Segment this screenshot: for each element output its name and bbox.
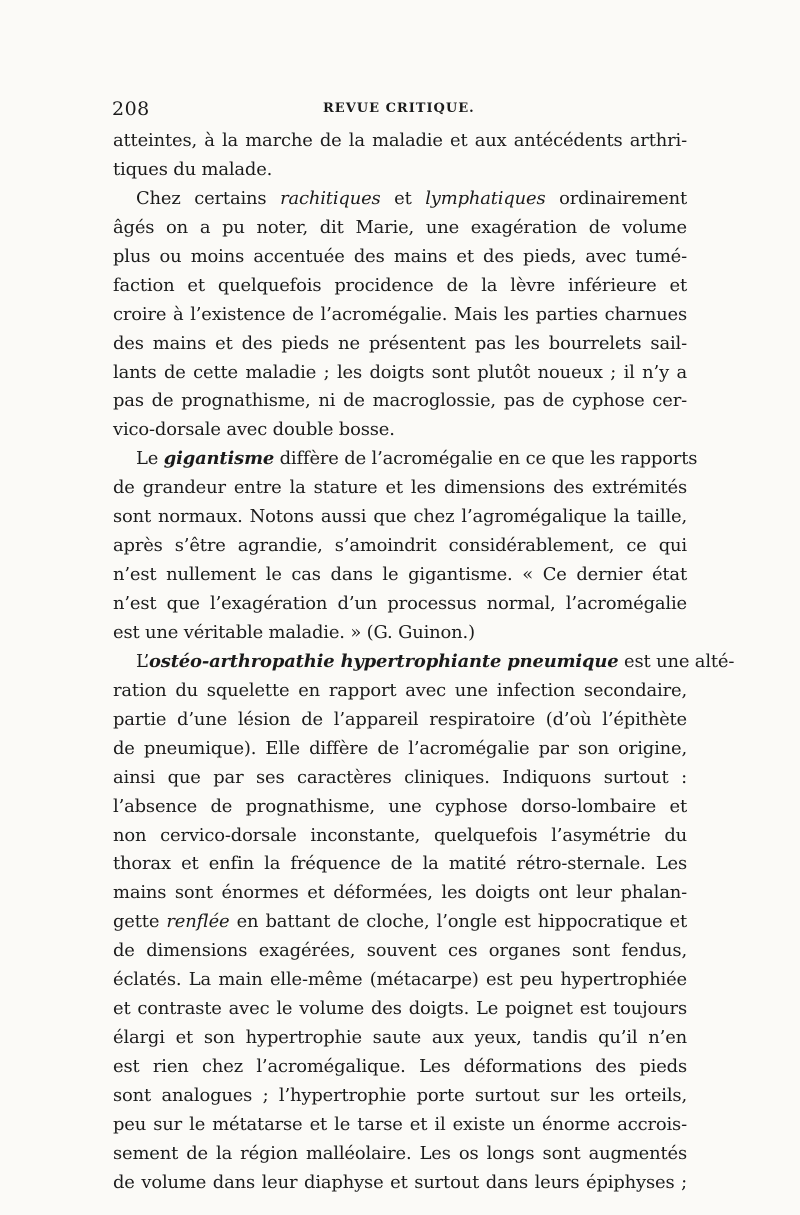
text-segment: n’est nullement le cas dans le gigantisme. « Ce dernier état bbox=[113, 564, 687, 586]
text-segment: est une véritable maladie. » (G. Guinon.) bbox=[113, 621, 475, 643]
text-line bbox=[113, 359, 687, 388]
text-line bbox=[113, 850, 687, 879]
text-line bbox=[113, 561, 687, 590]
text-segment: mains sont énormes et déformées, les doigts ont leur phalan- bbox=[113, 882, 687, 904]
text-line bbox=[113, 879, 687, 908]
text-segment: des mains et des pieds ne présentent pas les bourrelets sail- bbox=[113, 332, 687, 354]
text-line bbox=[113, 156, 687, 185]
text-line bbox=[113, 1111, 687, 1140]
text-segment: peu sur le métatarse et le tarse et il existe un énorme accrois- bbox=[113, 1113, 687, 1135]
emphasis-term: lymphatiques bbox=[425, 187, 546, 209]
text-segment: âgés on a pu noter, dit Marie, une exagération de volume bbox=[113, 216, 687, 238]
emphasis-term: gigantisme bbox=[163, 448, 275, 470]
text-segment: croire à l’existence de l’acromégalie. Mais les parties charnues bbox=[113, 303, 687, 325]
body-text bbox=[113, 127, 735, 1198]
text-line bbox=[113, 793, 687, 822]
text-segment: partie d’une lésion de l’appareil respiratoire (d’où l’épithète bbox=[113, 708, 687, 730]
text-segment: est rien chez l’acromégalique. Les déformations des pieds bbox=[113, 1056, 687, 1077]
text-line bbox=[113, 503, 687, 532]
emphasis-term: renflée bbox=[166, 911, 230, 933]
text-segment: élargi et son hypertrophie saute aux yeux, tandis qu’il n’en bbox=[113, 1027, 687, 1049]
running-head: REVUE CRITIQUE. bbox=[323, 101, 475, 116]
text-segment: ration du squelette en rapport avec une infection secondaire, bbox=[113, 679, 687, 701]
text-line bbox=[113, 735, 687, 764]
text-segment: faction et quelquefois procidence de la lèvre inférieure et bbox=[113, 274, 687, 296]
text-segment: de grandeur entre la stature et les dimensions des extrémités bbox=[113, 477, 687, 499]
text-segment: non cervico-dorsale inconstante, quelquefois l’asymétrie du bbox=[113, 824, 687, 846]
text-segment: tiques du malade. bbox=[113, 158, 273, 180]
text-line bbox=[113, 908, 687, 937]
emphasis-term: ostéo-arthropathie hypertrophiante pneumique bbox=[148, 650, 619, 672]
text-line bbox=[113, 706, 687, 735]
text-segment: sont analogues ; l’hypertrophie porte surtout sur les orteils, bbox=[113, 1084, 687, 1106]
text-line bbox=[113, 648, 735, 677]
text-segment: l’absence de prognathisme, une cyphose dorso-lombaire et bbox=[113, 795, 687, 817]
text-line bbox=[113, 185, 687, 214]
text-line bbox=[113, 764, 687, 793]
text-segment: Chez certains bbox=[136, 187, 281, 209]
text-segment: ordinairement bbox=[545, 187, 687, 209]
text-segment: de pneumique). Elle diffère de l’acromégalie par son origine, bbox=[113, 737, 687, 759]
text-line bbox=[113, 214, 687, 243]
text-line bbox=[113, 822, 687, 851]
text-line bbox=[113, 474, 687, 503]
text-segment: n’est que l’exagération d’un processus normal, l’acromégalie bbox=[113, 593, 687, 614]
text-line bbox=[113, 1082, 687, 1111]
text-segment: de dimensions exagérées, souvent ces organes sont fendus, bbox=[113, 940, 687, 962]
text-segment: atteintes, à la marche de la maladie et aux antécédents arthri- bbox=[113, 130, 687, 151]
page-header bbox=[112, 98, 692, 124]
text-line bbox=[113, 619, 687, 648]
text-line bbox=[113, 532, 687, 561]
text-segment: de volume dans leur diaphyse et surtout dans leurs épiphyses ; bbox=[113, 1171, 687, 1193]
text-line bbox=[113, 1140, 687, 1169]
text-line bbox=[113, 1053, 687, 1082]
text-line bbox=[113, 1024, 687, 1053]
text-line bbox=[113, 387, 687, 416]
text-line bbox=[113, 1169, 687, 1198]
text-segment: est une alté- bbox=[618, 650, 735, 672]
text-segment: sement de la région malléolaire. Les os longs sont augmentés bbox=[113, 1142, 687, 1164]
page-number: 208 bbox=[112, 98, 150, 120]
text-segment: Le bbox=[136, 448, 164, 470]
text-line bbox=[113, 127, 687, 156]
text-segment: sont normaux. Notons aussi que chez l’agromégalique la taille, bbox=[113, 506, 687, 528]
text-line bbox=[113, 995, 687, 1024]
text-line bbox=[113, 590, 687, 619]
text-segment: gette bbox=[113, 911, 167, 933]
text-line bbox=[113, 677, 687, 706]
text-line bbox=[113, 272, 687, 301]
text-line bbox=[113, 937, 687, 966]
text-segment: éclatés. La main elle-même (métacarpe) est peu hypertrophiée bbox=[113, 969, 687, 991]
text-line bbox=[113, 243, 687, 272]
text-segment: vico-dorsale avec double bosse. bbox=[113, 419, 395, 441]
text-segment: thorax et enfin la fréquence de la matité rétro-sternale. Les bbox=[113, 853, 687, 875]
text-segment: pas de prognathisme, ni de macroglossie, pas de cyphose cer- bbox=[113, 390, 687, 412]
text-line bbox=[113, 966, 687, 995]
text-line bbox=[113, 301, 687, 330]
text-segment: en battant de cloche, l’ongle est hippocratique et bbox=[229, 911, 687, 933]
text-segment: ainsi que par ses caractères cliniques. Indiquons surtout : bbox=[113, 766, 687, 788]
text-line bbox=[113, 445, 698, 474]
text-segment: et bbox=[380, 187, 426, 209]
text-segment: plus ou moins accentuée des mains et des pieds, avec tumé- bbox=[113, 245, 687, 267]
text-line bbox=[113, 416, 687, 445]
text-segment: après s’être agrandie, s’amoindrit considérablement, ce qui bbox=[113, 535, 687, 557]
text-line bbox=[113, 330, 687, 359]
text-segment: lants de cette maladie ; les doigts sont plutôt noueux ; il n’y a bbox=[113, 361, 687, 383]
text-segment: L’ bbox=[136, 650, 149, 672]
emphasis-term: rachitiques bbox=[280, 187, 381, 209]
text-segment: diffère de l’acromégalie en ce que les rapports bbox=[274, 448, 698, 470]
text-segment: et contraste avec le volume des doigts. Le poignet est toujours bbox=[113, 998, 687, 1020]
